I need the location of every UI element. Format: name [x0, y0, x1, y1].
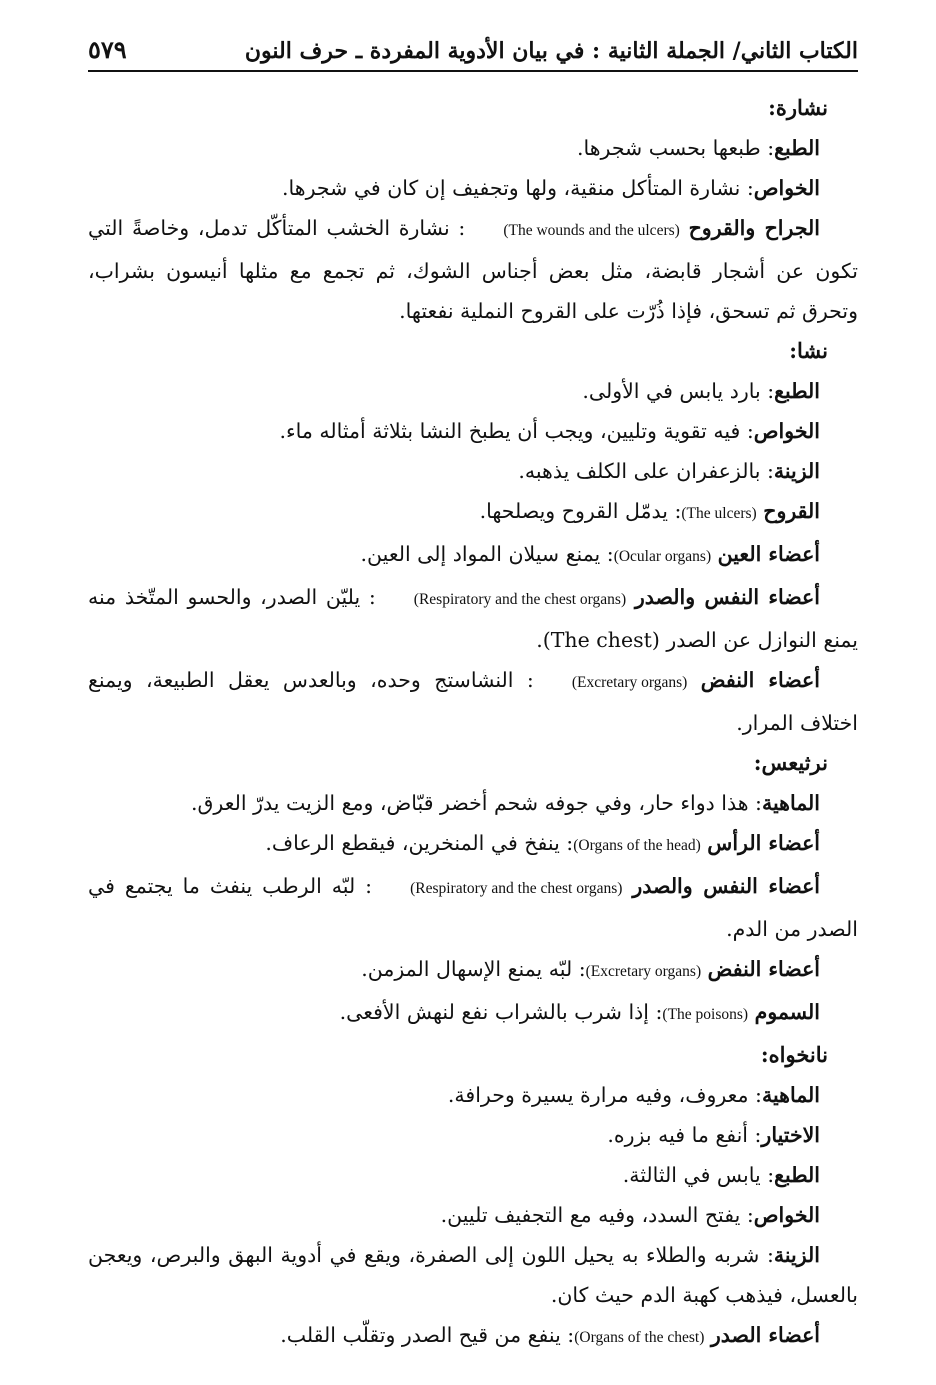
entry-text: : إذا شرب بالشراب نفع لنهش الأفعى.: [339, 1000, 663, 1024]
entry-label: أعضاء العين: [717, 542, 820, 566]
entry-text: : يليّن الصدر، والحسو المتّخذ منه يمنع النوازل عن الصدر (The chest).: [88, 585, 858, 652]
section-title: نرثيعس:: [753, 750, 828, 775]
entry-text: : بارد يابس في الأولى.: [582, 379, 775, 403]
entry-label: الزينة: [773, 1243, 820, 1267]
entry-text: : يابس في الثالثة.: [622, 1163, 775, 1187]
entry: [88, 208, 858, 331]
entry-text: : بالزعفران على الكلف يذهبه.: [518, 459, 774, 483]
entry-text: : أنفع ما فيه بزره.: [607, 1123, 762, 1147]
entry-label: أعضاء الرأس: [707, 831, 820, 855]
entry-text: : يدمّل القروح ويصلحها.: [479, 499, 682, 523]
section-title: نشا:: [789, 338, 828, 363]
entry-text: : النشاستج وحده، وبالعدس يعقل الطبيعة، ويمنع اختلاف المرار.: [88, 668, 858, 735]
entry-text: : لبّه الرطب ينفث ما يجتمع في الصدر من الدم.: [88, 874, 858, 941]
entry-label: الخواص: [753, 419, 820, 443]
entry: [88, 1235, 858, 1315]
entry-text: : نشارة المتأكل منقية، ولها وتجفيف إن كان في شجرها.: [282, 176, 754, 200]
entry: [88, 992, 858, 1035]
page-content: [88, 88, 858, 1358]
entry-label: الماهية: [761, 791, 820, 815]
entry: [88, 168, 858, 208]
entry: [88, 451, 858, 491]
entry-text: : شربه والطلاء به يحيل اللون إلى الصفرة، ويقع في أدوية البهق والبرص، ويعجن بالعسل، فيذهب كهبة الدم حيث كان.: [88, 1243, 858, 1307]
entry-label: الجراح والقروح: [688, 216, 820, 240]
entry-text: : طبعها بحسب شجرها.: [576, 136, 775, 160]
entry: [88, 1075, 858, 1115]
entry-label: القروح: [763, 499, 820, 523]
entry-text: : يفتح السدد، وفيه مع التجفيف تليين.: [440, 1203, 754, 1227]
entry-label: أعضاء الصدر: [710, 1323, 820, 1347]
entry-label: أعضاء النفس والصدر: [634, 585, 820, 609]
entry-text: : معروف، وفيه مرارة يسيرة وحرافة.: [447, 1083, 762, 1107]
entry-english: (Respiratory and the chest organs): [413, 591, 627, 608]
entry: [88, 128, 858, 168]
entry-label: الطبع: [774, 1163, 820, 1187]
entry: [88, 1315, 858, 1358]
entry-english: (Excretary organs): [585, 963, 702, 980]
entry-text: : ينفخ في المنخرين، فيقطع الرعاف.: [265, 831, 574, 855]
entry-english: (Respiratory and the chest organs): [410, 880, 623, 897]
entry-text: : هذا دواء حار، وفي جوفه شحم أخضر قبّاض، ومع الزيت يدرّ العرق.: [191, 791, 762, 815]
entry-label: الطبع: [774, 136, 820, 160]
entry-english: (Excretary organs): [571, 674, 688, 691]
entry: [88, 577, 858, 660]
entry-label: الخواص: [753, 176, 820, 200]
entry-text: : ينفع من قيح الصدر وتقلّب القلب.: [280, 1323, 575, 1347]
entry: [88, 411, 858, 451]
entry-label: الطبع: [774, 379, 820, 403]
entry-label: الزينة: [773, 459, 820, 483]
entry-label: الاختيار: [761, 1123, 820, 1147]
running-title: الكتاب الثاني/ الجملة الثانية : في بيان الأدوية المفردة ـ حرف النون: [244, 38, 858, 64]
entry: [88, 534, 858, 577]
entry: [88, 1115, 858, 1155]
entry: [88, 1155, 858, 1195]
entry: [88, 823, 858, 866]
entry-english: (The poisons): [662, 1006, 749, 1023]
entry-label: أعضاء النفض: [707, 957, 820, 981]
entry-english: (Organs of the head): [573, 837, 701, 854]
entry: [88, 1195, 858, 1235]
page-number: ٥٧٩: [88, 35, 127, 64]
entry-label: الماهية: [761, 1083, 820, 1107]
entry: [88, 783, 858, 823]
entry-text: : نشارة الخشب المتأكّل تدمل، وخاصةً التي تكون عن أشجار قابضة، مثل بعض أجناس الشوك، ثم تجمع مع مثلها أنيسون بشراب، وتحرق ثم تسحق، فإذا ذُرّت على القروح النملية نفعتها.: [88, 216, 858, 323]
entry-label: أعضاء النفس والصدر: [632, 874, 820, 898]
entry: [88, 660, 858, 743]
entry-label: أعضاء النفض: [700, 668, 820, 692]
entry-label: السموم: [754, 1000, 820, 1024]
entry: [88, 371, 858, 411]
entry-english: (Organs of the chest): [574, 1329, 705, 1346]
entry-text: : لبّه يمنع الإسهال المزمن.: [361, 957, 586, 981]
section-title: نانخواه:: [760, 1042, 828, 1067]
entry-english: (The ulcers): [681, 505, 757, 522]
entry: [88, 491, 858, 534]
entry-text: : فيه تقوية وتليين، ويجب أن يطبخ النشا بثلاثة أمثاله ماء.: [279, 419, 754, 443]
entry: [88, 949, 858, 992]
entry-english: (The wounds and the ulcers): [503, 222, 680, 239]
entry-label: الخواص: [753, 1203, 820, 1227]
section-title: نشارة:: [768, 95, 828, 120]
entry-text: : يمنع سيلان المواد إلى العين.: [360, 542, 614, 566]
page-header: [88, 26, 858, 72]
entry: [88, 866, 858, 949]
entry-english: (Ocular organs): [613, 548, 712, 565]
